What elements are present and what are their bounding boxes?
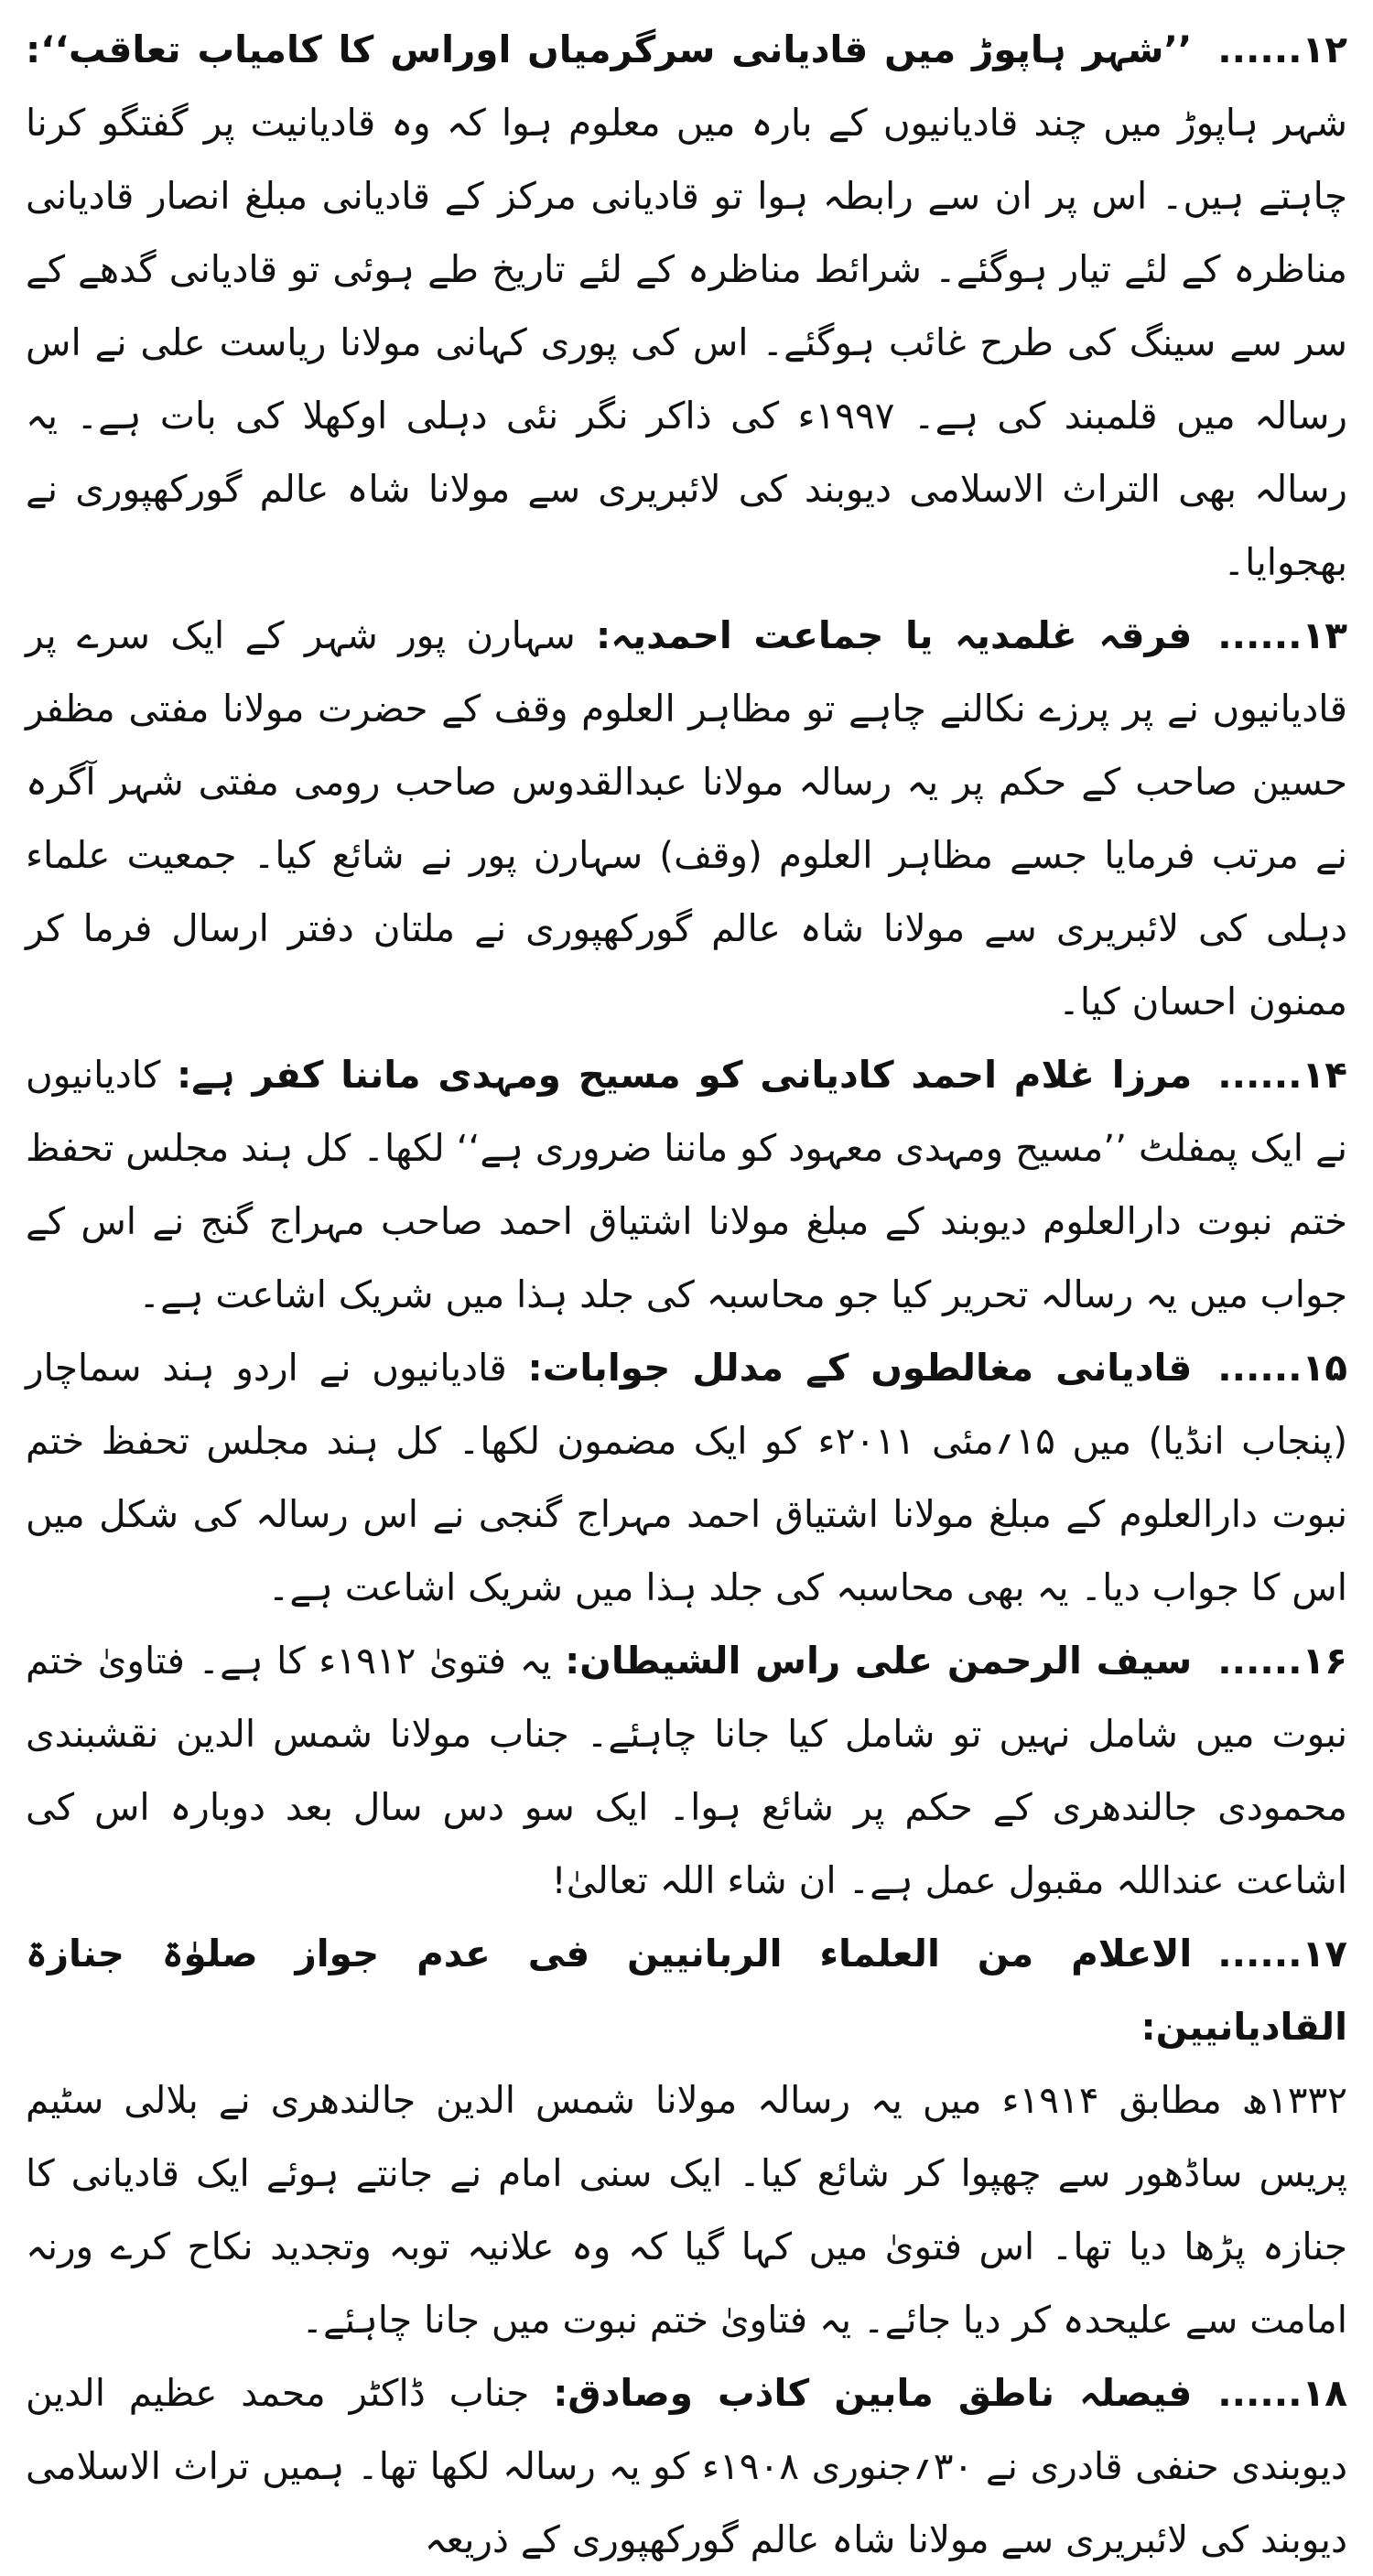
entry-title: قادیانی مغالطوں کے مدلل جوابات: xyxy=(527,1346,1193,1390)
entry-title: فرقہ غلمدیہ یا جماعت احمدیہ: xyxy=(596,613,1193,657)
entry-number: ۱۸...... xyxy=(1217,2371,1347,2415)
entry-number: ۱۲...... xyxy=(1217,27,1347,71)
entry-title: فیصلہ ناطق مابین کاذب وصادق: xyxy=(553,2371,1193,2415)
entry-body: سہارن پور شہر کے ایک سرے پر قادیانیوں نے پر پرزے نکالنے چاہے تو مظاہر العلوم وقف کے حضرت مولانا مفتی مظفر حسین صاحب کے حکم پر یہ رسالہ مولانا عبدالقدوس صاحب رومی مفتی شہر آگرہ نے مرتب فرمایا جسے مظاہر العلوم (وقف) سہارن پور نے شائع کیا۔ جمعیت علماء دہلی کی لائبریری سے مولانا شاہ عالم گورکھپوری نے ملتان دفتر ارسال فرما کر ممنون احسان کیا۔ xyxy=(26,613,1347,1023)
entry-body: یہ فتویٰ ۱۹۱۲ء کا ہے۔ فتاویٰ ختم نبوت میں شامل نہیں تو شامل کیا جانا چاہئے۔ جناب مولانا شمس الدین نقشبندی محمودی جالندھری کے حکم پر شائع ہوا۔ ایک سو دس سال بعد دوبارہ اس کی اشاعت عنداللہ مقبول عمل ہے۔ ان شاء اللہ تعالیٰ! xyxy=(26,1639,1347,1902)
entry-body: جناب ڈاکٹر محمد عظیم الدین دیوبندی حنفی قادری نے ۳۰؍جنوری ۱۹۰۸ء کو یہ رسالہ لکھا تھا۔ ہمیں تراث الاسلامی دیوبند کی لائبریری سے مولانا شاہ عالم گورکھپوری کے ذریعہ xyxy=(26,2371,1347,2561)
entry-18 xyxy=(26,2356,1347,2576)
entry-15 xyxy=(26,1331,1347,1624)
entry-number: ۱۶...... xyxy=(1217,1639,1348,1683)
entry-14 xyxy=(26,1038,1347,1331)
entry-number: ۱۵...... xyxy=(1217,1346,1347,1390)
entry-body: کادیانیوں نے ایک پمفلٹ ’’مسیح ومہدی معہود کو ماننا ضروری ہے‘‘ لکھا۔ کل ہند مجلس تحفظ ختم نبوت دارالعلوم دیوبند کے مبلغ مولانا اشتیاق احمد صاحب مہراج گنج نے اس کے جواب میں یہ رسالہ تحریر کیا جو محاسبہ کی جلد ہذا میں شریک اشاعت ہے۔ xyxy=(26,1053,1347,1316)
entry-17 xyxy=(26,1917,1347,2356)
entry-title: مرزا غلام احمد کادیانی کو مسیح ومہدی ماننا کفر ہے: xyxy=(177,1053,1193,1097)
entry-title: سیف الرحمن علی راس الشیطان: xyxy=(565,1639,1193,1683)
entry-number: ۱۳...... xyxy=(1217,613,1347,657)
entry-number: ۱۴...... xyxy=(1217,1053,1347,1097)
entry-body: ۱۳۳۲ھ مطابق ۱۹۱۴ء میں یہ رسالہ مولانا شمس الدین جالندھری نے بلالی سٹیم پریس ساڈھور سے چھپوا کر شائع کیا۔ ایک سنی امام نے جانتے ہوئے ایک قادیانی کا جنازہ پڑھا دیا تھا۔ اس فتویٰ میں کہا گیا کہ وہ علانیہ توبہ وتجدید نکاح کرے ورنہ امامت سے علیحدہ کر دیا جائے۔ یہ فتاویٰ ختم نبوت میں جانا چاہئے۔ xyxy=(26,2078,1347,2342)
entry-body: قادیانیوں نے اردو ہند سماچار (پنجاب انڈیا) میں ۱۵؍مئی ۲۰۱۱ء کو ایک مضمون لکھا۔ کل ہند مجلس تحفظ ختم نبوت دارالعلوم کے مبلغ مولانا اشتیاق احمد مہراج گنجی نے اس رسالہ کی شکل میں اس کا جواب دیا۔ یہ بھی محاسبہ کی جلد ہذا میں شریک اشاعت ہے۔ xyxy=(26,1346,1347,1609)
entry-body: شہر ہاپوڑ میں چند قادیانیوں کے بارہ میں معلوم ہوا کہ وہ قادیانیت پر گفتگو کرنا چاہتے ہیں۔ اس پر ان سے رابطہ ہوا تو قادیانی مرکز کے قادیانی مبلغ انصار قادیانی مناظرہ کے لئے تیار ہوگئے۔ شرائط مناظرہ کے لئے تاریخ طے ہوئی تو قادیانی گدھے کے سر سے سینگ کی طرح غائب ہوگئے۔ اس کی پوری کہانی مولانا ریاست علی نے اس رسالہ میں قلمبند کی ہے۔ ۱۹۹۷ء کی ذاکر نگر نئی دہلی اوکھلا کی بات ہے۔ یہ رسالہ بھی التراث الاسلامی دیوبند کی لائبریری سے مولانا شاہ عالم گورکھپوری نے بھجوایا۔ xyxy=(26,101,1347,584)
entry-number: ۱۷...... xyxy=(1217,1932,1347,1975)
entry-title: الاعلام من العلماء الربانیین فی عدم جواز صلوٰۃ جنازۃ القادیانیین: xyxy=(26,1932,1347,2049)
entry-13 xyxy=(26,599,1347,1038)
entry-16 xyxy=(26,1624,1347,1917)
entry-12 xyxy=(26,13,1347,599)
entry-title: ’’شہر ہاپوڑ میں قادیانی سرگرمیاں اوراس کا کامیاب تعاقب‘‘: xyxy=(26,27,1193,71)
entry-heading-line xyxy=(26,1917,1347,2063)
